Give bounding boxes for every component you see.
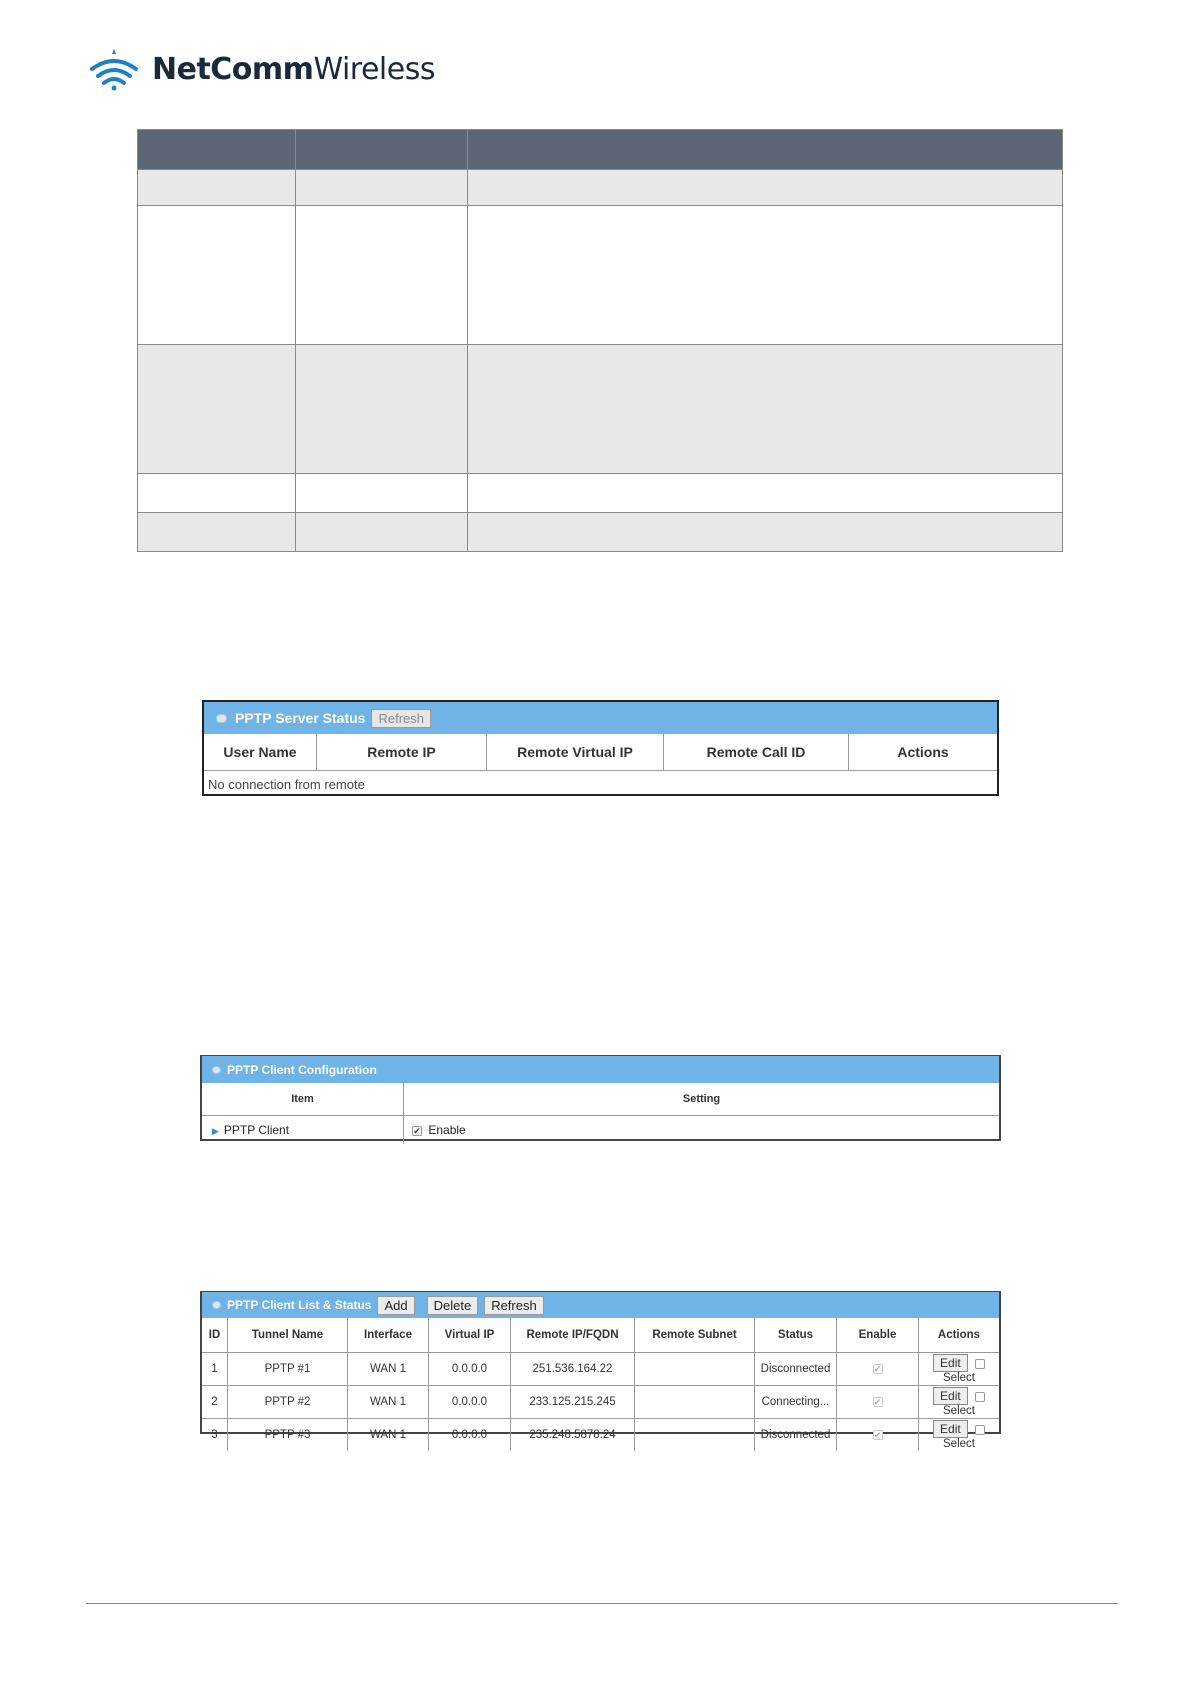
cell-status: Disconnected xyxy=(755,1353,837,1386)
cell-tunnel-name: PPTP #3 xyxy=(228,1419,348,1452)
logo-light-text: Wireless xyxy=(313,51,435,87)
client-list-table xyxy=(202,1318,999,1451)
table-row xyxy=(202,1353,999,1386)
cell-virtual-ip: 0.0.0.0 xyxy=(429,1353,511,1386)
server-status-table xyxy=(204,734,997,797)
col-user-name: User Name xyxy=(204,734,317,771)
spec-row xyxy=(138,206,1063,345)
empty-message: No connection from remote xyxy=(204,771,997,798)
col-enable: Enable xyxy=(837,1318,919,1353)
col-remote-virtual-ip: Remote Virtual IP xyxy=(487,734,664,771)
enable-checkbox[interactable]: ✔ xyxy=(873,1363,882,1374)
edit-button[interactable]: Edit xyxy=(933,1387,968,1405)
col-remote-call-id: Remote Call ID xyxy=(664,734,849,771)
cell-virtual-ip: 0.0.0.0 xyxy=(429,1386,511,1419)
cell-interface: WAN 1 xyxy=(348,1353,429,1386)
cell-enable xyxy=(837,1386,919,1419)
cell-id: 3 xyxy=(202,1419,228,1452)
refresh-button[interactable]: Refresh xyxy=(484,1296,544,1315)
footer-divider xyxy=(86,1603,1118,1604)
spec-table xyxy=(137,129,1063,552)
col-id: ID xyxy=(202,1318,228,1353)
col-remote-ip-fqdn: Remote IP/FQDN xyxy=(511,1318,635,1353)
enable-checkbox[interactable]: ✔ xyxy=(413,1125,421,1136)
cell-actions xyxy=(919,1353,1000,1386)
refresh-button[interactable]: Refresh xyxy=(371,709,431,728)
cell-enable xyxy=(837,1353,919,1386)
cell-tunnel-name: PPTP #1 xyxy=(228,1353,348,1386)
panel-header xyxy=(204,702,997,734)
enable-label: Enable xyxy=(428,1123,466,1137)
col-status: Status xyxy=(755,1318,837,1353)
enable-checkbox[interactable]: ✔ xyxy=(873,1429,882,1440)
client-config-table xyxy=(202,1083,999,1144)
col-actions: Actions xyxy=(849,734,998,771)
select-label: Select xyxy=(943,1405,975,1417)
select-label: Select xyxy=(943,1372,975,1384)
cell-interface: WAN 1 xyxy=(348,1386,429,1419)
pptp-client-label: PPTP Client xyxy=(223,1123,290,1137)
panel-header xyxy=(202,1056,999,1083)
netcomm-logo xyxy=(88,44,435,94)
panel-title: PPTP Client Configuration xyxy=(227,1062,377,1077)
col-actions: Actions xyxy=(919,1318,1000,1353)
spec-row xyxy=(138,170,1063,206)
col-remote-subnet: Remote Subnet xyxy=(635,1318,755,1353)
cell-actions xyxy=(919,1419,1000,1452)
logo-bold-text: NetComm xyxy=(152,51,314,87)
add-button[interactable]: Add xyxy=(377,1296,414,1315)
pptp-client-setting xyxy=(404,1116,1000,1145)
col-virtual-ip: Virtual IP xyxy=(429,1318,511,1353)
spec-row xyxy=(138,474,1063,513)
enable-checkbox[interactable]: ✔ xyxy=(873,1396,882,1407)
cell-remote-subnet xyxy=(635,1386,755,1419)
table-row xyxy=(202,1419,999,1452)
wifi-signal-icon xyxy=(88,47,140,91)
spec-header-row xyxy=(138,130,1063,170)
bullet-icon xyxy=(216,714,227,723)
panel-title: PPTP Client List & Status xyxy=(227,1298,372,1312)
edit-button[interactable]: Edit xyxy=(933,1354,968,1372)
col-setting: Setting xyxy=(404,1083,1000,1116)
spec-row xyxy=(138,513,1063,552)
cell-interface: WAN 1 xyxy=(348,1419,429,1452)
cell-virtual-ip: 0.0.0.0 xyxy=(429,1419,511,1452)
bullet-icon xyxy=(212,1301,221,1309)
panel-header xyxy=(202,1292,999,1318)
pptp-client-config-panel xyxy=(200,1055,1001,1141)
cell-status: Connecting... xyxy=(755,1386,837,1419)
col-tunnel-name: Tunnel Name xyxy=(228,1318,348,1353)
cell-remote-subnet xyxy=(635,1353,755,1386)
select-checkbox[interactable] xyxy=(975,1392,985,1402)
col-item: Item xyxy=(202,1083,404,1116)
table-row xyxy=(202,1386,999,1419)
pptp-client-row-label xyxy=(202,1116,404,1145)
logo-wordmark xyxy=(152,52,435,87)
select-checkbox[interactable] xyxy=(975,1425,985,1435)
panel-title: PPTP Server Status xyxy=(235,710,366,726)
bullet-icon xyxy=(212,1066,221,1074)
select-label: Select xyxy=(943,1438,975,1450)
col-interface: Interface xyxy=(348,1318,429,1353)
select-checkbox[interactable] xyxy=(975,1359,985,1369)
cell-remote-subnet xyxy=(635,1419,755,1452)
pptp-server-status-panel xyxy=(202,700,999,796)
edit-button[interactable]: Edit xyxy=(933,1420,968,1438)
cell-id: 1 xyxy=(202,1353,228,1386)
delete-button[interactable]: Delete xyxy=(427,1296,479,1315)
cell-id: 2 xyxy=(202,1386,228,1419)
col-remote-ip: Remote IP xyxy=(317,734,487,771)
pptp-client-list-panel xyxy=(200,1291,1001,1450)
cell-status: Disconnected xyxy=(755,1419,837,1452)
caret-right-icon: ▶ xyxy=(212,1126,219,1136)
cell-remote-ip: 235.248.5878.24 xyxy=(511,1419,635,1452)
cell-remote-ip: 251.536.164.22 xyxy=(511,1353,635,1386)
cell-enable xyxy=(837,1419,919,1452)
cell-tunnel-name: PPTP #2 xyxy=(228,1386,348,1419)
cell-actions xyxy=(919,1386,1000,1419)
cell-remote-ip: 233.125.215.245 xyxy=(511,1386,635,1419)
spec-row xyxy=(138,345,1063,474)
